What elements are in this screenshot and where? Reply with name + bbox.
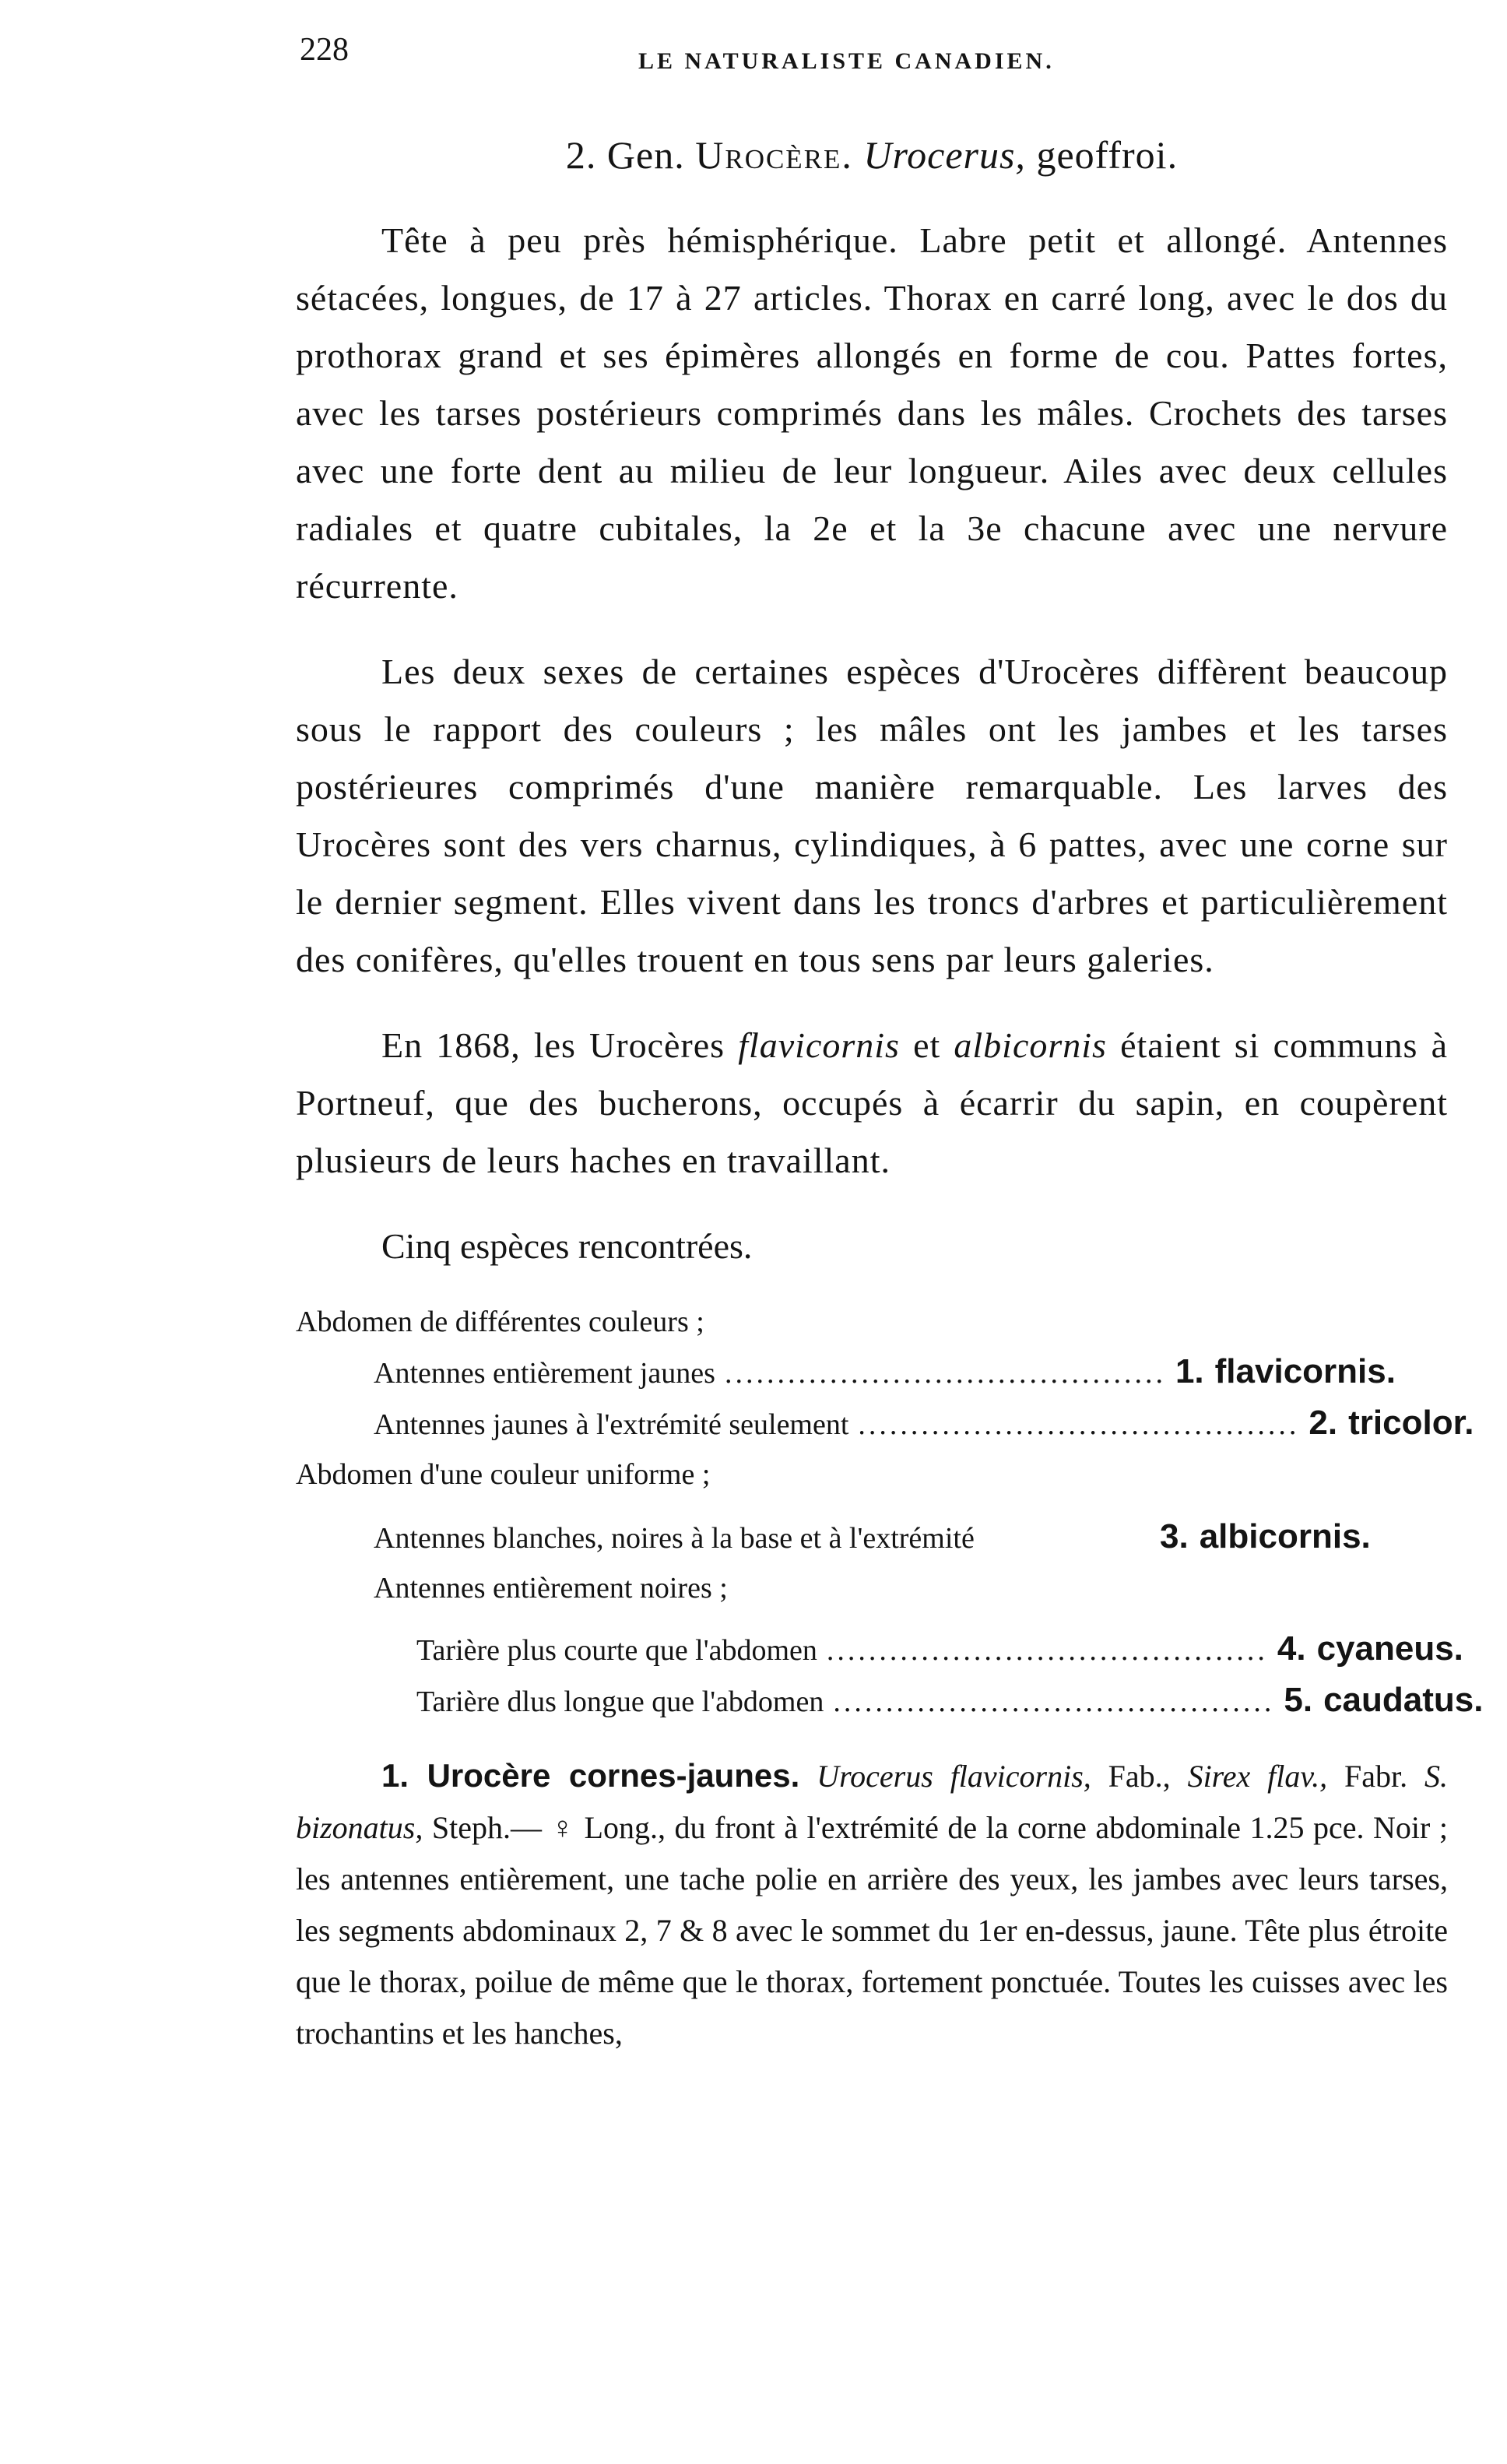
- key-text: Abdomen de différentes couleurs ;: [296, 1306, 704, 1338]
- key-text: Antennes jaunes à l'extrémité seulement: [374, 1408, 849, 1441]
- key-row: [296, 1450, 1448, 1499]
- genus-author: geoffroi.: [1036, 133, 1179, 177]
- genus-heading: [296, 132, 1448, 178]
- key-row: [296, 1347, 1448, 1398]
- species-entry-text-a: Fab.,: [1091, 1759, 1188, 1794]
- key-number: 3.: [1160, 1517, 1189, 1555]
- species-entry-text-b: Fabr.: [1327, 1759, 1425, 1794]
- key-species: caudatus.: [1323, 1681, 1484, 1719]
- key-row: [296, 1512, 1448, 1563]
- p3-text-c: étaient si communs à Portneuf, que des bucherons, occupés à écarrir du sapin, en coupèrent plusieurs de leurs haches en travaillant.: [296, 1025, 1448, 1180]
- book-page: [296, 31, 1484, 2090]
- key-result: [1175, 1347, 1448, 1397]
- p3-species-albicornis: albicornis: [954, 1025, 1107, 1065]
- species-entry-bizonatus: S. bizonatus,: [296, 1759, 1449, 1845]
- key-text: Antennes blanches, noires à la base et à l'extrémité: [374, 1522, 975, 1555]
- key-text: Tarière plus courte que l'abdomen: [416, 1634, 817, 1667]
- key-result: [1160, 1512, 1448, 1562]
- key-number: 1.: [1175, 1352, 1204, 1390]
- key-result: [1277, 1624, 1463, 1674]
- key-species: albicornis.: [1199, 1517, 1371, 1555]
- p3-species-flavicornis: flavicornis: [738, 1025, 900, 1065]
- paragraph-description: Tête à peu près hémisphérique. Labre petit et allongé. Antennes sétacées, longues, de 17 à 27 articles. Thorax en carré long, avec le dos du prothorax grand et ses épimères allongés en forme de cou. Pattes fortes, avec les tarses postérieurs comprimés dans les mâles. Crochets des tarses avec une forte dent au milieu de leur longueur. Ailes avec deux cellules radiales et quatre cubitales, la 2e et la 3e chacune avec une nervure récurrente.: [296, 220, 1448, 606]
- key-result: [1309, 1398, 1474, 1448]
- species-intro: Cinq espèces rencontrées.: [381, 1226, 753, 1266]
- genus-name: Urocère.: [695, 133, 853, 177]
- key-number: 5.: [1284, 1681, 1313, 1719]
- identification-key: [296, 1297, 1484, 1727]
- key-row: [296, 1563, 1448, 1613]
- key-row: [296, 1398, 1474, 1450]
- key-species: flavicornis.: [1214, 1352, 1396, 1390]
- key-row: [296, 1675, 1484, 1727]
- key-row: [296, 1297, 1448, 1347]
- p3-text-b: et: [899, 1025, 954, 1065]
- key-row: [296, 1624, 1463, 1675]
- journal-title: LE NATURALISTE CANADIEN.: [638, 48, 1055, 74]
- page-number: 228: [300, 32, 349, 68]
- p3-text-a: En 1868, les Urocères: [381, 1025, 739, 1065]
- species-entry-latin: Urocerus flavicornis,: [817, 1759, 1091, 1794]
- key-leader-dots: ..........................................: [833, 1685, 1275, 1718]
- genus-latin: Urocerus,: [863, 133, 1026, 177]
- key-species: cyaneus.: [1316, 1629, 1463, 1668]
- key-result: [1284, 1675, 1483, 1725]
- genus-number: 2. Gen.: [565, 133, 685, 177]
- paragraph-portneuf: [296, 1017, 1448, 1190]
- key-leader-dots: ..........................................: [826, 1634, 1268, 1667]
- species-entry-body: Steph.— ♀ Long., du front à l'extrémité de la corne abdominale 1.25 pce. Noir ; les antennes entièrement, une tache polie en arrière des yeux, les jambes avec leurs tarses, les segments abdominaux 2, 7 & 8 avec le sommet du 1er en-dessus, jaune. Tête plus étroite que le thorax, poilue de même que le thorax, fortement ponctuée. Toutes les cuisses avec les trochantins et les hanches,: [296, 1810, 1448, 2051]
- key-leader-dots: ..........................................: [724, 1357, 1166, 1390]
- key-text: Antennes entièrement jaunes: [374, 1357, 715, 1390]
- species-entry-heading: 1. Urocère cornes-jaunes.: [381, 1757, 800, 1794]
- key-leader-dots: ..........................................: [858, 1408, 1300, 1441]
- running-head: [296, 31, 1448, 101]
- paragraph-sexes-larvae: Les deux sexes de certaines espèces d'Urocères diffèrent beaucoup sous le rapport des couleurs ; les mâles ont les jambes et les tarses postérieures comprimés d'une manière remarquable. Les larves des Urocères sont des vers charnus, cylindiques, à 6 pattes, avec une corne sur le dernier segment. Elles vivent dans les troncs d'arbres et particulièrement des conifères, qu'elles trouent en tous sens par leurs galeries.: [296, 652, 1448, 979]
- species-entry-flavicornis: [296, 1750, 1448, 2059]
- key-text: Antennes entièrement noires ;: [374, 1572, 728, 1605]
- key-text: Tarière dlus longue que l'abdomen: [416, 1685, 824, 1718]
- key-number: 4.: [1277, 1629, 1306, 1668]
- key-text: Abdomen d'une couleur uniforme ;: [296, 1458, 711, 1491]
- key-number: 2.: [1309, 1404, 1338, 1442]
- species-entry-sirex: Sirex flav.,: [1187, 1759, 1328, 1794]
- key-species: tricolor.: [1348, 1404, 1474, 1442]
